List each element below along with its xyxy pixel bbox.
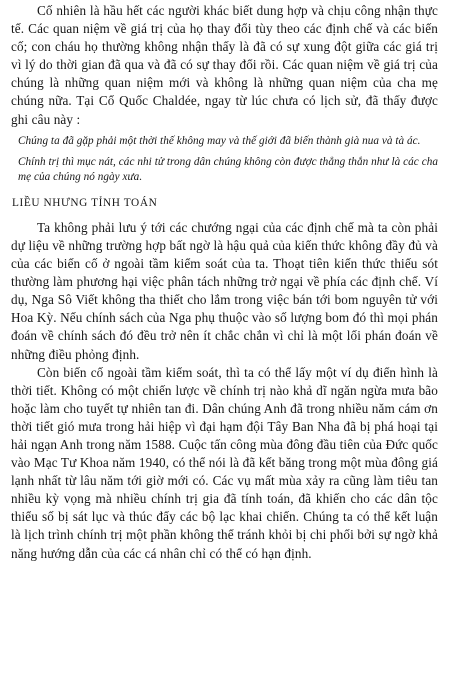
quote-line-2: Chính trị thì mục nát, các nhi tử trong dân chúng không còn được thẳng thắn như là các cha mẹ của chúng nó ngày xưa. bbox=[18, 156, 438, 184]
body-paragraph-3: Còn biến cố ngoài tầm kiểm soát, thì ta có thể lấy một ví dụ điển hình là thời tiết. Không có một chiến lược về chính trị nào khả dĩ ngăn ngừa mưa bão hoặc làm cho tuyết tự nhiên tan đi. Dân chúng Anh đã trong nhiều năm cám ơn thời tiết gió mưa trong hải hiệp vì đại hạm đội Tây Ban Nha đã bị phá hoại tại hải ngạn Anh trong năm 1588. Cuộc tấn công mùa đông đầu tiên của Đức quốc vào Mạc Tư Khoa năm 1940, có thể nói là đã kết băng trong một mùa đông giá lạnh nhất từ lâu năm tới giờ mới có. Các vụ mất mùa xảy ra cũng làm tiêu tan nhiều kỳ vọng mà nhiều chính trị gia đã tính toán, đã khiến cho các dân tộc thiểu số bị sát lục và thúc đẩy các bộ lạc khai chiến. Chúng ta có thể kết luận là lịch trình chính trị một phần không thể tránh khỏi bị chi phối bởi sự ngờ khả năng hướng dẫn của các cá nhân chỉ có thể có hạn định. bbox=[11, 364, 438, 561]
quote-line-1: Chúng ta đã gặp phải một thời thế không may và thế giới đã biến thành già nua và tà ác. bbox=[18, 134, 421, 147]
body-paragraph-2: Ta không phải lưu ý tới các chướng ngại của các định chế mà ta còn phải dự liệu về những trường hợp bất ngờ là hậu quả của kiến thức không đầy đủ và của các biến cố ở ngoài tầm kiểm soát của ta. Thoạt tiên kiến thức thiếu sót thường làm phương hại việc phân tách những trở ngại về phía các định chế. Ví dụ, Nga Sô Viết không tha thiết cho lắm trong việc bán tới bom nguyên tử với Hoa Kỳ. Nếu chính sách của Nga phụ thuộc vào số lượng bom đó thì mọi phán đoán về chính sách đó đều trở nên ít chắc chắn vì chỉ là một lối phán đoán về những điều phỏng định. bbox=[11, 219, 438, 362]
intro-paragraph: Cố nhiên là hầu hết các người khác biết dung hợp và chịu công nhận thực tế. Các quan niệm về giá trị của họ thay đổi tùy theo các định chế và các biến cố; con cháu họ thường không nhận thấy là đã có sự xung đột giữa các giá trị vì lý do thời gian đã qua và đã có sự thay đổi rồi. Các quan niệm về giá trị của chúng là những quan niệm mới và không là những quan niệm của cha mẹ chúng nữa. Tại Cổ Quốc Chaldée, ngay từ lúc chưa có lịch sử, đã thấy được ghi câu này : bbox=[11, 3, 438, 127]
section-heading: LIỀU NHƯNG TỈNH TOÁN bbox=[12, 196, 158, 209]
